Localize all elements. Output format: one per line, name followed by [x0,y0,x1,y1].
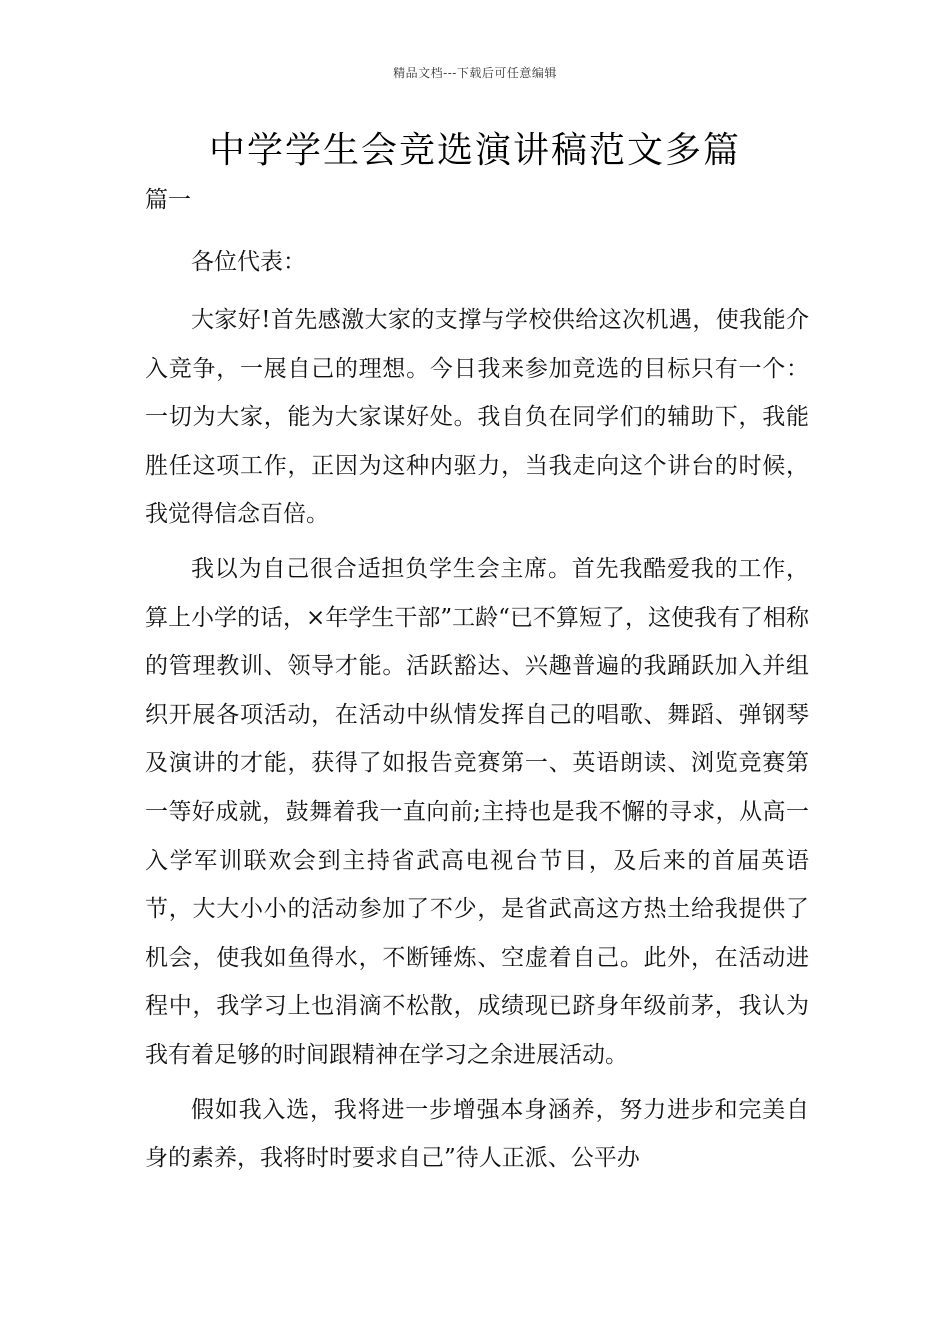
paragraph-1: 大家好!首先感激大家的支撑与学校供给这次机遇，使我能介入竞争，一展自己的理想。今日我来参加竞选的目标只有一个：一切为大家，能为大家谋好处。我自负在同学们的辅助下，我能胜任这项工作，正因为这种内驱力，当我走向这个讲台的时候，我觉得信念百倍。 [145,307,809,528]
document-body [145,176,809,1183]
paragraph-2: 我以为自己很合适担负学生会主席。首先我酷爱我的工作，算上小学的话，×年学生干部”工龄“已不算短了，这使我有了相称的管理教训、领导才能。活跃豁达、兴趣普遍的我踊跃加入并组织开展各项活动，在活动中纵情发挥自己的唱歌、舞蹈、弹钢琴及演讲的才能，获得了如报告竞赛第一、英语朗读、浏览竞赛第一等好成就，鼓舞着我一直向前;主持也是我不懈的寻求，从高一入学军训联欢会到主持省武高电视台节目，及后来的首届英语节，大大小小的活动参加了不少，是省武高这方热土给我提供了机会，使我如鱼得水，不断锤炼、空虚着自己。此外，在活动进程中，我学习上也涓滴不松散，成绩现已跻身年级前茅，我认为我有着足够的时间跟精神在学习之余进展活动。 [145,555,809,1068]
salutation: 各位代表： [191,249,306,275]
header-note: 精品文档---下载后可任意编辑 [393,66,557,80]
document-title: 中学学生会竞选演讲稿范文多篇 [208,130,741,171]
paragraph-3: 假如我入选，我将进一步增强本身涵养，努力进步和完美自身的素养，我将时时要求自己”待人正派、公平办 [145,1096,809,1172]
section-label: 篇一 [145,187,191,213]
